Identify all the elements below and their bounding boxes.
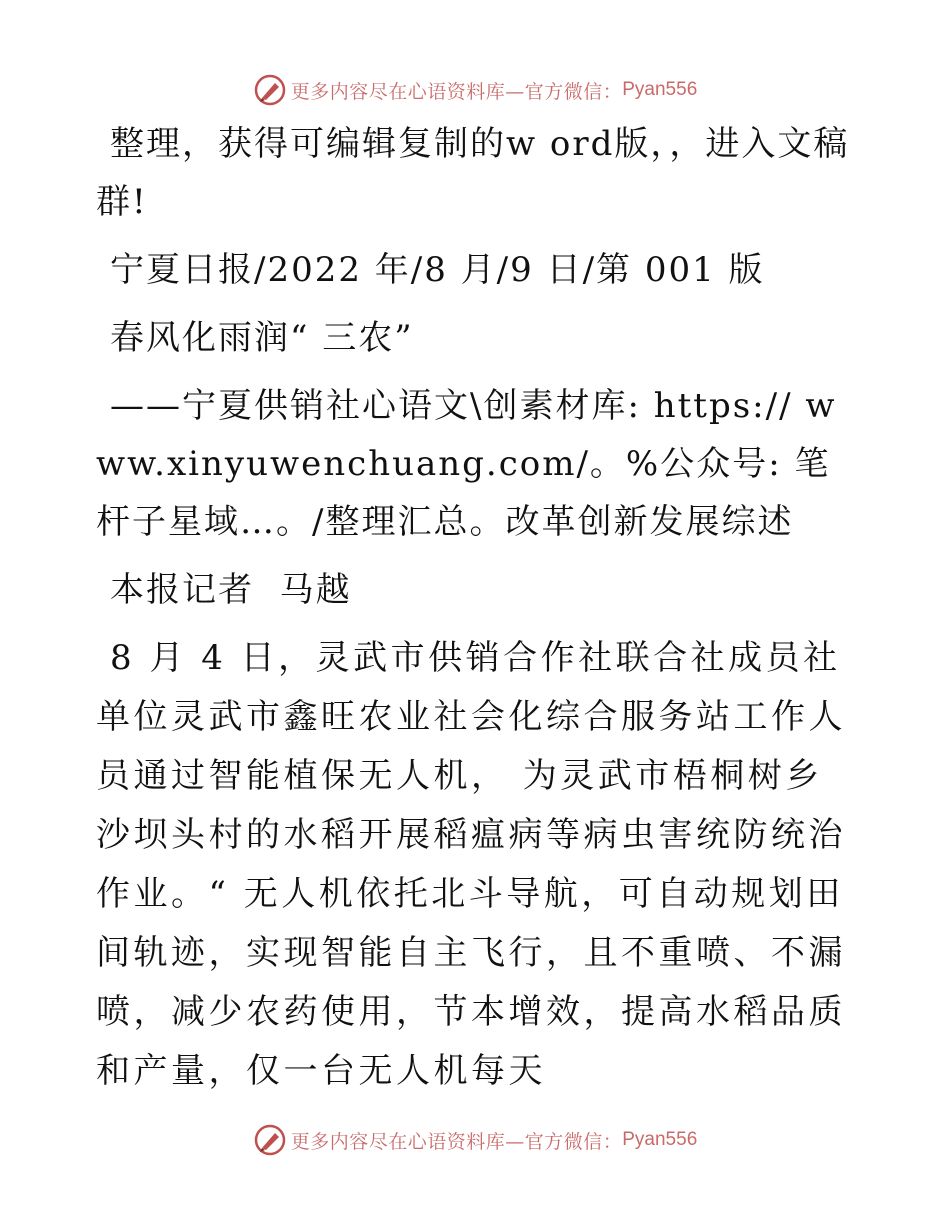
source-line: 宁夏日报/2022 年/8 月/9 日/第 001 版 [110,250,765,290]
watermark-footer [0,1120,950,1160]
note-paragraph: 整理，获得可编辑复制的w ord版，，进入文稿群! [96,124,850,222]
watermark-text: 更多内容尽在心语资料库—官方微信： [290,80,623,103]
pen-logo-icon [253,73,287,107]
watermark-wechat-id: Pyan556 [622,79,698,100]
byline: 本报记者 马越 [110,570,352,610]
document-body [96,115,856,1111]
body-paragraph: 8 月 4 日，灵武市供销合作社联合社成员社单位灵武市鑫旺农业社会化综合服务站工作人员通过智能植保无人机， 为灵武市梧桐树乡沙坝头村的水稻开展稻瘟病等病虫害统防统治作业。“ 无人机依托北斗导航，可自动规划田间轨迹，实现智能自主飞行，且不重喷、不漏喷，减少农药使用，节本增效，提高水稻品质和产量，仅一台无人机每天 [96,638,846,1091]
watermark-text: 更多内容尽在心语资料库—官方微信： [290,1130,623,1153]
watermark-header [0,70,950,110]
pen-logo-icon [253,1123,287,1157]
watermark-wechat-id: Pyan556 [622,1129,698,1150]
article-subtitle: ——宁夏供销社心语文\创素材库: https:// www.xinyuwenchuang.com/。%公众号: 笔杆子星域…。/整理汇总。改革创新发展综述 [96,386,837,542]
article-title: 春风化雨润“ 三农” [110,318,414,358]
